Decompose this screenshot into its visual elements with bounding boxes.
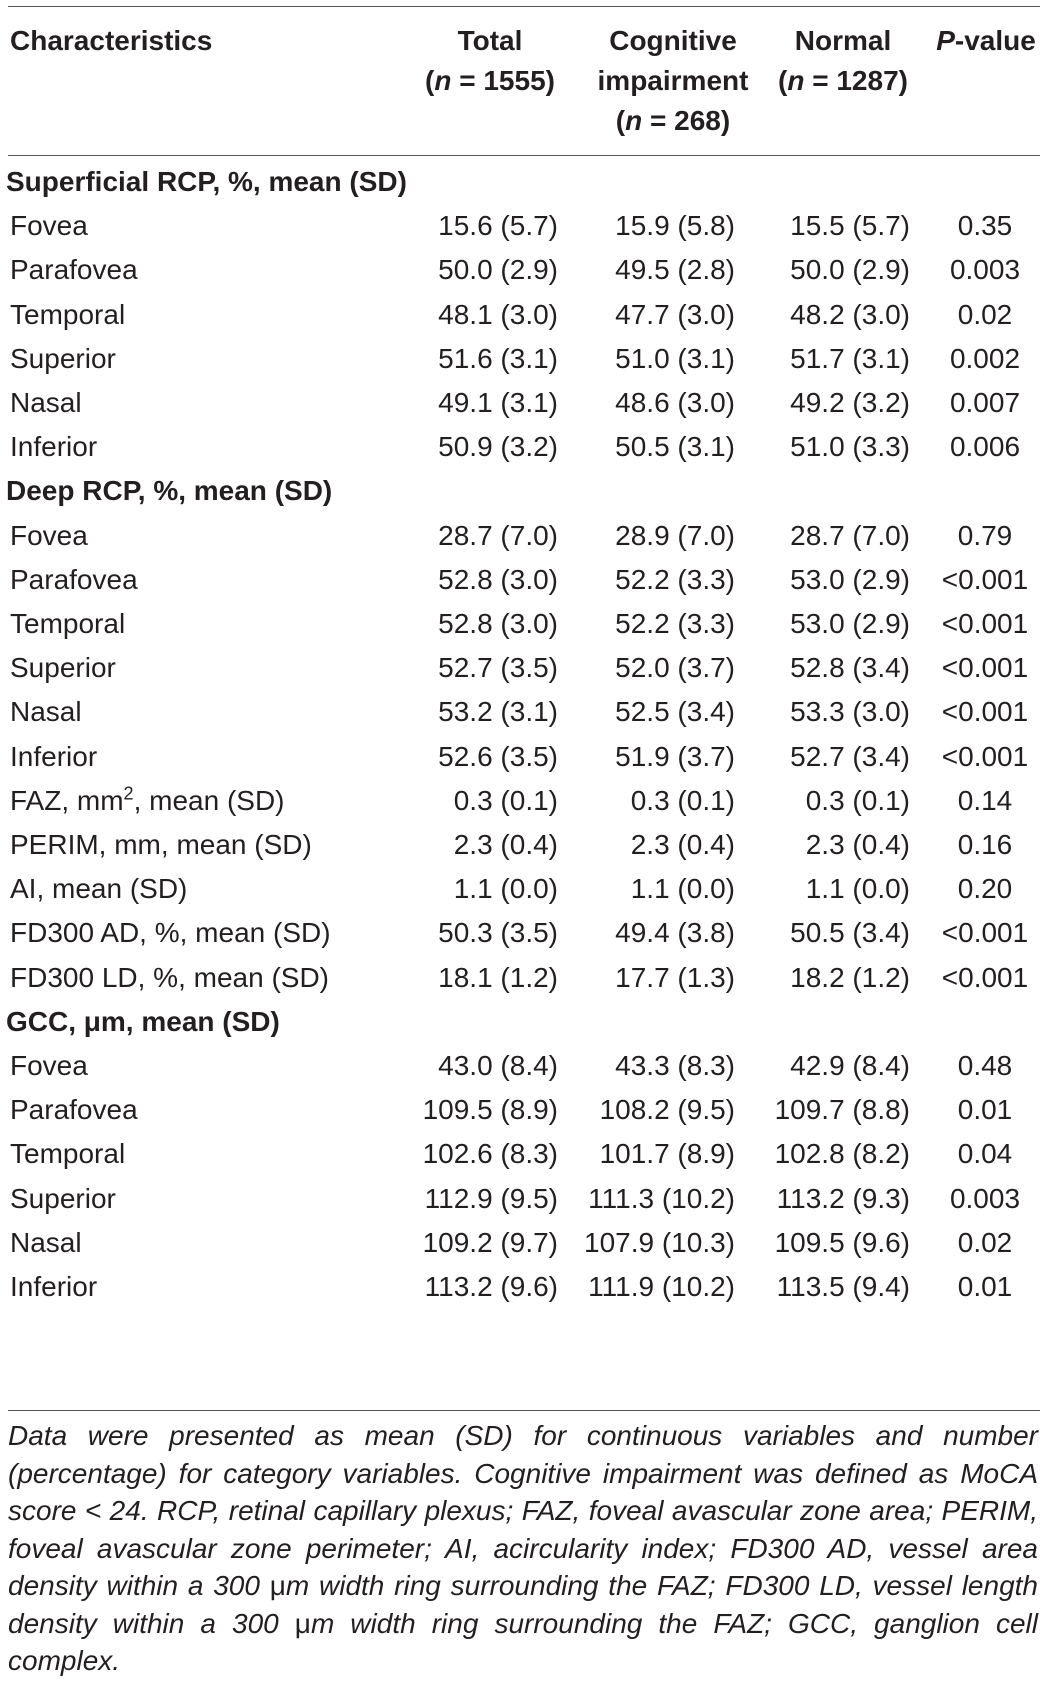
cell-total: 49.1 (3.1): [438, 387, 558, 418]
cell-total: 109.2 (9.7): [422, 1226, 558, 1258]
cell-normal: 52.7 (3.4): [790, 740, 910, 772]
cell-total: 53.2 (3.1): [438, 696, 558, 728]
section-label: GCC, μm, mean (SD): [6, 1005, 280, 1037]
row-label: Fovea: [10, 1050, 88, 1081]
cell-total: 1.1 (0.0): [453, 873, 558, 905]
row-label: Inferior: [10, 431, 98, 463]
table-row: [0, 823, 1040, 870]
cell-cognitive-impairment: 108.2 (9.5): [599, 1094, 735, 1126]
cell-total: 112.9 (9.5): [424, 1182, 558, 1214]
table-row: [0, 602, 1040, 649]
section-label: Superficial RCP, %, mean (SD): [6, 166, 407, 197]
cell-cognitive-impairment: 51.0 (3.1): [615, 342, 735, 374]
cell-total: 50.9 (3.2): [438, 431, 558, 463]
header-total-line2: (n = 1555): [425, 65, 555, 96]
section-header-row: [0, 469, 1040, 516]
cell-cognitive-impairment: 0.3 (0.1): [630, 784, 735, 816]
cell-total: 43.0 (8.4): [438, 1050, 558, 1081]
bottom-rule: [8, 1410, 1040, 1411]
cell-cognitive-impairment: 101.7 (8.9): [599, 1138, 735, 1170]
table-row: [0, 204, 1040, 251]
cell-normal: 0.3 (0.1): [805, 784, 910, 816]
cell-normal: 102.8 (8.2): [774, 1138, 910, 1170]
cell-total: 2.3 (0.4): [453, 829, 558, 860]
row-label: Fovea: [10, 519, 88, 551]
cell-cognitive-impairment: 52.2 (3.3): [615, 563, 735, 595]
cell-normal: 50.0 (2.9): [790, 254, 910, 286]
row-label: Inferior: [10, 740, 98, 772]
cell-cognitive-impairment: 50.5 (3.1): [615, 431, 735, 463]
cell-cognitive-impairment: 49.4 (3.8): [615, 917, 735, 949]
header-rule: [8, 155, 1040, 156]
header-cognitive-impairment: [588, 21, 758, 141]
cell-normal: 51.7 (3.1): [790, 342, 910, 374]
header-normal-line1: Normal: [794, 25, 892, 56]
table-row: [0, 248, 1040, 295]
row-label: Temporal: [10, 608, 126, 639]
cell-normal: 113.5 (9.4): [776, 1271, 910, 1302]
cell-cognitive-impairment: 52.0 (3.7): [615, 652, 735, 684]
row-label: Nasal: [10, 696, 82, 728]
cell-cognitive-impairment: 48.6 (3.0): [615, 387, 735, 418]
cell-normal: 109.5 (9.6): [774, 1226, 910, 1258]
cell-cognitive-impairment: 28.9 (7.0): [615, 519, 735, 551]
cell-total: 48.1 (3.0): [438, 298, 558, 330]
table-row: [0, 293, 1040, 340]
cell-p-value: <0.001: [941, 563, 1029, 595]
table-row: [0, 911, 1040, 958]
cell-p-value: <0.001: [941, 961, 1029, 993]
cell-total: 51.6 (3.1): [438, 342, 558, 374]
cell-cognitive-impairment: 111.3 (10.2): [588, 1182, 735, 1214]
table-row: [0, 1132, 1040, 1179]
cell-cognitive-impairment: 2.3 (0.4): [630, 829, 735, 860]
row-label: Inferior: [10, 1271, 98, 1302]
cell-p-value: <0.001: [941, 740, 1029, 772]
row-label: Parafovea: [10, 1094, 138, 1126]
table-row: [0, 690, 1040, 737]
cell-normal: 48.2 (3.0): [790, 298, 910, 330]
table-row: [0, 425, 1040, 472]
top-rule: [8, 6, 1040, 7]
cell-cognitive-impairment: 52.2 (3.3): [615, 608, 735, 639]
cell-cognitive-impairment: 49.5 (2.8): [615, 254, 735, 286]
cell-total: 52.8 (3.0): [438, 608, 558, 639]
row-label: AI, mean (SD): [10, 873, 188, 905]
cell-normal: 15.5 (5.7): [790, 210, 910, 242]
cell-cognitive-impairment: 111.9 (10.2): [588, 1271, 735, 1302]
cell-normal: 42.9 (8.4): [790, 1050, 910, 1081]
cell-p-value: 0.35: [957, 210, 1013, 242]
cell-cognitive-impairment: 51.9 (3.7): [615, 740, 735, 772]
cell-total: 52.7 (3.5): [438, 652, 558, 684]
cell-p-value: 0.48: [957, 1050, 1013, 1081]
section-header-row: [0, 1000, 1040, 1047]
cell-p-value: 0.01: [957, 1271, 1013, 1302]
row-label: FD300 LD, %, mean (SD): [10, 961, 329, 993]
cell-p-value: 0.20: [957, 873, 1013, 905]
row-label: Parafovea: [10, 563, 138, 595]
table-row: [0, 337, 1040, 384]
table-row: [0, 558, 1040, 605]
table-row: [0, 646, 1040, 693]
cell-normal: 50.5 (3.4): [790, 917, 910, 949]
cell-normal: 49.2 (3.2): [790, 387, 910, 418]
table-row: [0, 735, 1040, 782]
cell-total: 15.6 (5.7): [438, 210, 558, 242]
row-label: Parafovea: [10, 254, 138, 286]
header-total: [420, 21, 560, 101]
row-label: Superior: [10, 652, 116, 684]
table-row: [0, 1221, 1040, 1268]
section-label: Deep RCP, %, mean (SD): [6, 475, 333, 507]
table-row: [0, 779, 1040, 826]
cell-cognitive-impairment: 17.7 (1.3): [615, 961, 735, 993]
cell-p-value: <0.001: [941, 608, 1029, 639]
cell-p-value: <0.001: [941, 917, 1029, 949]
cell-p-value: 0.002: [949, 342, 1021, 374]
row-label: Superior: [10, 342, 116, 374]
cell-p-value: <0.001: [941, 696, 1029, 728]
cell-p-value: 0.16: [957, 829, 1013, 860]
header-total-line1: Total: [457, 25, 523, 56]
cell-cognitive-impairment: 52.5 (3.4): [615, 696, 735, 728]
table-row: [0, 867, 1040, 914]
cell-p-value: 0.003: [949, 1182, 1021, 1214]
cell-cognitive-impairment: 107.9 (10.3): [584, 1226, 735, 1258]
row-label: Superior: [10, 1182, 116, 1214]
row-label: Nasal: [10, 1226, 82, 1258]
cell-cognitive-impairment: 43.3 (8.3): [615, 1050, 735, 1081]
cell-total: 50.0 (2.9): [438, 254, 558, 286]
cell-p-value: <0.001: [941, 652, 1029, 684]
section-header-row: [0, 160, 1040, 207]
row-label: Fovea: [10, 210, 88, 242]
cell-normal: 113.2 (9.3): [776, 1182, 910, 1214]
header-ci-line3: (n = 268): [615, 105, 731, 136]
table-row: [0, 1265, 1040, 1312]
header-normal: [770, 21, 916, 101]
row-label: Temporal: [10, 298, 126, 330]
cell-p-value: 0.003: [949, 254, 1021, 286]
header-ci-line1: Cognitive: [609, 25, 737, 56]
header-normal-line2: (n = 1287): [778, 65, 908, 96]
cell-cognitive-impairment: 47.7 (3.0): [615, 298, 735, 330]
cell-p-value: 0.007: [949, 387, 1021, 418]
cell-normal: 1.1 (0.0): [805, 873, 910, 905]
table-row: [0, 381, 1040, 428]
table-footnote: Data were presented as mean (SD) for continuous variables and number (percentage) for category variables. Cognitive impairment was defined as MoCA score < 24. RCP, retinal capillary plexus; FAZ, foveal avascular zone area; PERIM, foveal avascular zone perimeter; AI, acircularity index; FD300 AD, vessel area density within a 300 μm width ring surrounding the FAZ; FD300 LD, vessel length density within a 300 μm width ring surrounding the FAZ; GCC, ganglion cell complex.: [8, 1420, 1038, 1676]
cell-normal: 18.2 (1.2): [790, 961, 910, 993]
header-p-value: P-value: [936, 25, 1036, 56]
cell-p-value: 0.79: [957, 519, 1013, 551]
table-row: [0, 1088, 1040, 1135]
row-label: FAZ, $mm^2$, mean (SD): [10, 783, 285, 816]
cell-total: 113.2 (9.6): [424, 1271, 558, 1302]
cell-normal: 53.3 (3.0): [790, 696, 910, 728]
row-label: PERIM, mm, mean (SD): [10, 829, 312, 860]
cell-total: 52.8 (3.0): [438, 563, 558, 595]
cell-normal: 28.7 (7.0): [790, 519, 910, 551]
cell-total: 102.6 (8.3): [422, 1138, 558, 1170]
cell-normal: 53.0 (2.9): [790, 608, 910, 639]
cell-normal: 53.0 (2.9): [790, 563, 910, 595]
cell-normal: 51.0 (3.3): [790, 431, 910, 463]
cell-p-value: 0.006: [949, 431, 1021, 463]
header-ci-line2: impairment: [597, 65, 749, 96]
cell-cognitive-impairment: 1.1 (0.0): [630, 873, 735, 905]
cell-cognitive-impairment: 15.9 (5.8): [615, 210, 735, 242]
cell-p-value: 0.14: [957, 784, 1013, 816]
cell-total: 18.1 (1.2): [438, 961, 558, 993]
table-row: [0, 514, 1040, 561]
row-label: Temporal: [10, 1138, 126, 1170]
cell-total: 28.7 (7.0): [438, 519, 558, 551]
cell-p-value: 0.02: [957, 298, 1013, 330]
cell-p-value: 0.01: [957, 1094, 1013, 1126]
cell-total: 0.3 (0.1): [453, 784, 558, 816]
cell-normal: 2.3 (0.4): [805, 829, 910, 860]
row-label: FD300 AD, %, mean (SD): [10, 917, 331, 949]
cell-normal: 109.7 (8.8): [774, 1094, 910, 1126]
cell-normal: 52.8 (3.4): [790, 652, 910, 684]
cell-total: 109.5 (8.9): [422, 1094, 558, 1126]
table-row: [0, 1044, 1040, 1091]
table-row: [0, 1177, 1040, 1224]
cell-total: 52.6 (3.5): [438, 740, 558, 772]
cell-p-value: 0.04: [957, 1138, 1013, 1170]
cell-total: 50.3 (3.5): [438, 917, 558, 949]
cell-p-value: 0.02: [957, 1226, 1013, 1258]
header-characteristics: Characteristics: [10, 25, 213, 56]
row-label: Nasal: [10, 387, 82, 418]
table-row: [0, 956, 1040, 1003]
